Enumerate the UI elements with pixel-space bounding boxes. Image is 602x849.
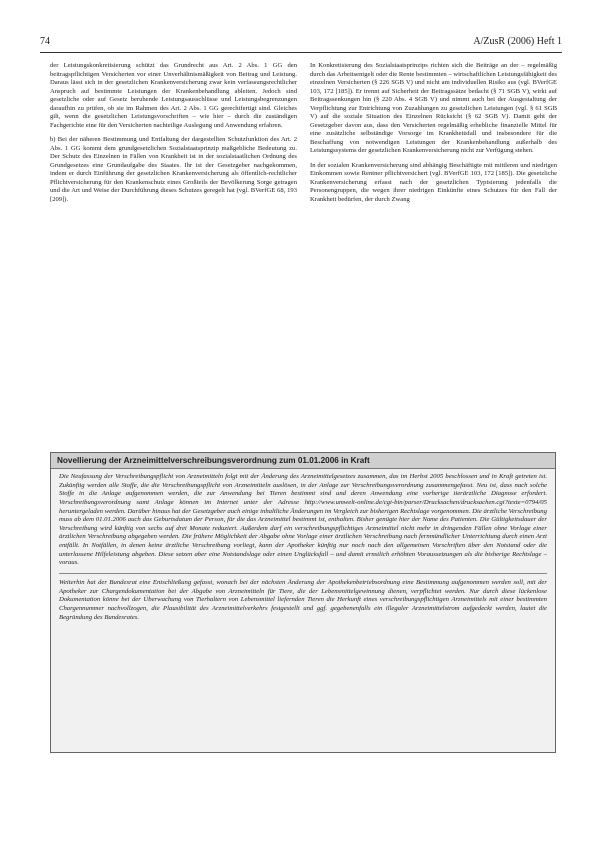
- page-header: [40, 36, 562, 47]
- info-box-paragraph-2: Weiterhin hat der Bundesrat eine Entschließung gefasst, wonach bei der nächsten Änderung der Apothekenbetriebsordnung eine Bestimmung aufgenommen werden soll, mit der Apotheker zur Chargendokumentation bei der Abgabe von Arzneimitteln für Tiere, die der Lebensmittelgewinnung dienen, verpflichtet werden. Nur durch diese lückenlose Dokumentation könne bei der Überwachung von Tierhaltern von Lebensmittel liefernden Tieren die Herkunft eines verschreibungspflichtigen Arzneimittels mit einer bestimmten Chargennummer nachvollzogen, die Plausibilität des Arzneimittelverkehrs festgestellt und ggf. gegebenenfalls ein illegaler Arzneimittelstrom aufgedeckt werden, lautet die Begründung des Bundesrates.: [59, 579, 547, 621]
- left-column: [50, 62, 297, 210]
- page-number: 74: [40, 36, 50, 47]
- info-box-body: [51, 469, 555, 629]
- info-box: [50, 452, 556, 753]
- right-column: [310, 62, 557, 210]
- info-box-divider: [59, 573, 547, 574]
- info-box-title: Novellierung der Arzneimittelverschreibungsverordnung zum 01.01.2006 in Kraft: [51, 453, 555, 469]
- left-paragraph-1: der Leistungskonkretisierung schützt das Grundrecht aus Art. 2 Abs. 1 GG den beitragspflichtigen Versicherten vor einer Unverhältnismäßigkeit von Beitrag und Leistung. Daraus lässt sich in der gesetzlichen Krankenversicherung zwar kein verfassungsrechtlicher Anspruch auf bestimmte Leistungen der Krankenbehandlung ableiten. Jedoch sind gesetzliche oder auf Gesetz beruhende Leistungsausschlüsse und Leistungsbegrenzungen daraufhin zu prüfen, ob sie im Rahmen des Art. 2 Abs. 1 GG gerechtfertigt sind. Gleiches gilt, wenn die gesetzlichen Leistungsvorschriften – wie hier – durch die zuständigen Fachgerichte eine für den Versicherten nachteilige Auslegung und Anwendung erfahren.: [50, 62, 297, 129]
- right-paragraph-1: In Konkretisierung des Sozialstaatsprinzips richten sich die Beiträge an der – regelmäßig durch das Arbeitsentgelt oder die Rente bestimmten – wirtschaftlichen Leistungsfähigkeit des einzelnen Versicherten (§ 226 SGB V) und nicht am individuellen Risiko aus (vgl. BVerfGE 103, 172 [185]). Er trennt auf Sicherheit der Beitragssätze bedacht (§ 71 SGB V), wirkt auf Beitragssenkungen hin (§ 220 Abs. 4 SGB V) und nimmt auch bei der Ausgestaltung der Verpflichtung zur Entrichtung von Zuzahlungen zu gesetzlichen Leistungen (vgl. § 61 SGB V) auf die soziale Situation des Einzelnen Rücksicht (§ 62 SGB V). Damit geht der Gesetzgeber davon aus, dass den Versicherten regelmäßig erhebliche finanzielle Mittel für eine zusätzliche selbständige Vorsorge im Krankheitsfall und insbesondere für die Beschaffung von notwendigen Leistungen der Krankenbehandlung außerhalb des Leistungssystems der gesetzlichen Krankenversicherung nicht zur Verfügung stehen.: [310, 62, 557, 154]
- info-box-paragraph-1: Die Neufassung der Verschreibungspflicht von Arzneimitteln folgt mit der Änderung des Arzneimittelgesetzes zusammen, das im Herbst 2005 beschlossen und in Kraft getreten ist. Zukünftig werden alle Stoffe, die die Verschreibungspflicht von Arzneimitteln auslösen, in der Anlage zur Verschreibungsverordnung zusammengefasst. Neu ist, dass nach solche Stoffe in die Anlage aufgenommen werden, die zur Anwendung bei Tieren bestimmt sind und deren Anwendung eine vorherige tierärztliche Diagnose erfordert. Verschreibungsverordnung samt Anlage können im Internet unter der Adresse http://www.umwelt-online.de/cgi-bin/parser/Drucksachen/drucksachen.cgi?texte=0794/05 heruntergeladen werden. Darüber hinaus hat der Gesetzgeber auch einige inhaltliche Änderungen im Vergleich zur bisherigen Rechtslage vorgenommen. Die ärztliche Verschreibung muss ab dem 01.01.2006 auch das Geburtsdatum der Person, für die das Arzneimittel bestimmt ist, enthalten. Bisher genügte hier der Name des Patienten. Die Gültigkeitsdauer der Verschreibung wird künftig von sechs auf drei Monate reduziert. Außerdem darf ein verschreibungspflichtiges Arzneimittel nicht mehr in dringenden Fällen ohne Vorlage einer ärztlichen Verschreibung abgegeben werden. Die frühere Möglichkeit der Abgabe ohne Vorlage einer ärztlichen Verschreibung nach fernmündlicher Unterrichtung durch einen Arzt entfällt. In Notfällen, in denen keine ärztliche Verschreibung vorliegt, kann der Apotheker künftig nur noch nach den allgemeinen Vorschriften über den Notstand oder die unterlassene Hilfeleistung abgeben. Diese setzen aber eine Notstandslage oder einen Unglücksfall – und damit ernstlich erhöhten Voraussetzungen als die bisherige Rechtslage – voraus.: [59, 473, 547, 567]
- journal-reference: A/ZusR (2006) Heft 1: [473, 36, 562, 47]
- right-paragraph-2: In der sozialen Krankenversicherung sind abhängig Beschäftigte mit mittleren und niedrigen Einkommen sowie Rentner pflichtversichert (vgl. BVerfGE 103, 172 [185]). Die gesetzliche Krankenversicherung erfasst nach der gesetzlichen Typisierung jedenfalls die Personengruppen, die wegen ihrer niedrigen Einkünfte eines Schutzes für den Fall der Krankheit bedürfen, der durch Zwang: [310, 161, 557, 203]
- left-paragraph-2: b) Bei der näheren Bestimmung und Entfaltung der dargestellten Schutzfunktion des Art. 2 Abs. 1 GG kommt dem grundgesetzlichen Sozialstaatsprinzip maßgebliche Bedeutung zu. Der Schutz des Einzelnen in Fällen von Krankheit ist in der sozialstaatlichen Ordnung des Grundgesetzes eine Grundaufgabe des Staates. Ihr ist der Gesetzgeber nachgekommen, indem er durch Einführung der gesetzlichen Krankenversicherung als öffentlich-rechtlicher Pflichtversicherung für den Krankenschutz eines Großteils der Bevölkerung Sorge getragen und die Art und Weise der Durchführung dieses Schutzes geregelt hat (vgl. BVerfGE 68, 193 [209]).: [50, 136, 297, 203]
- header-rule: [40, 52, 562, 53]
